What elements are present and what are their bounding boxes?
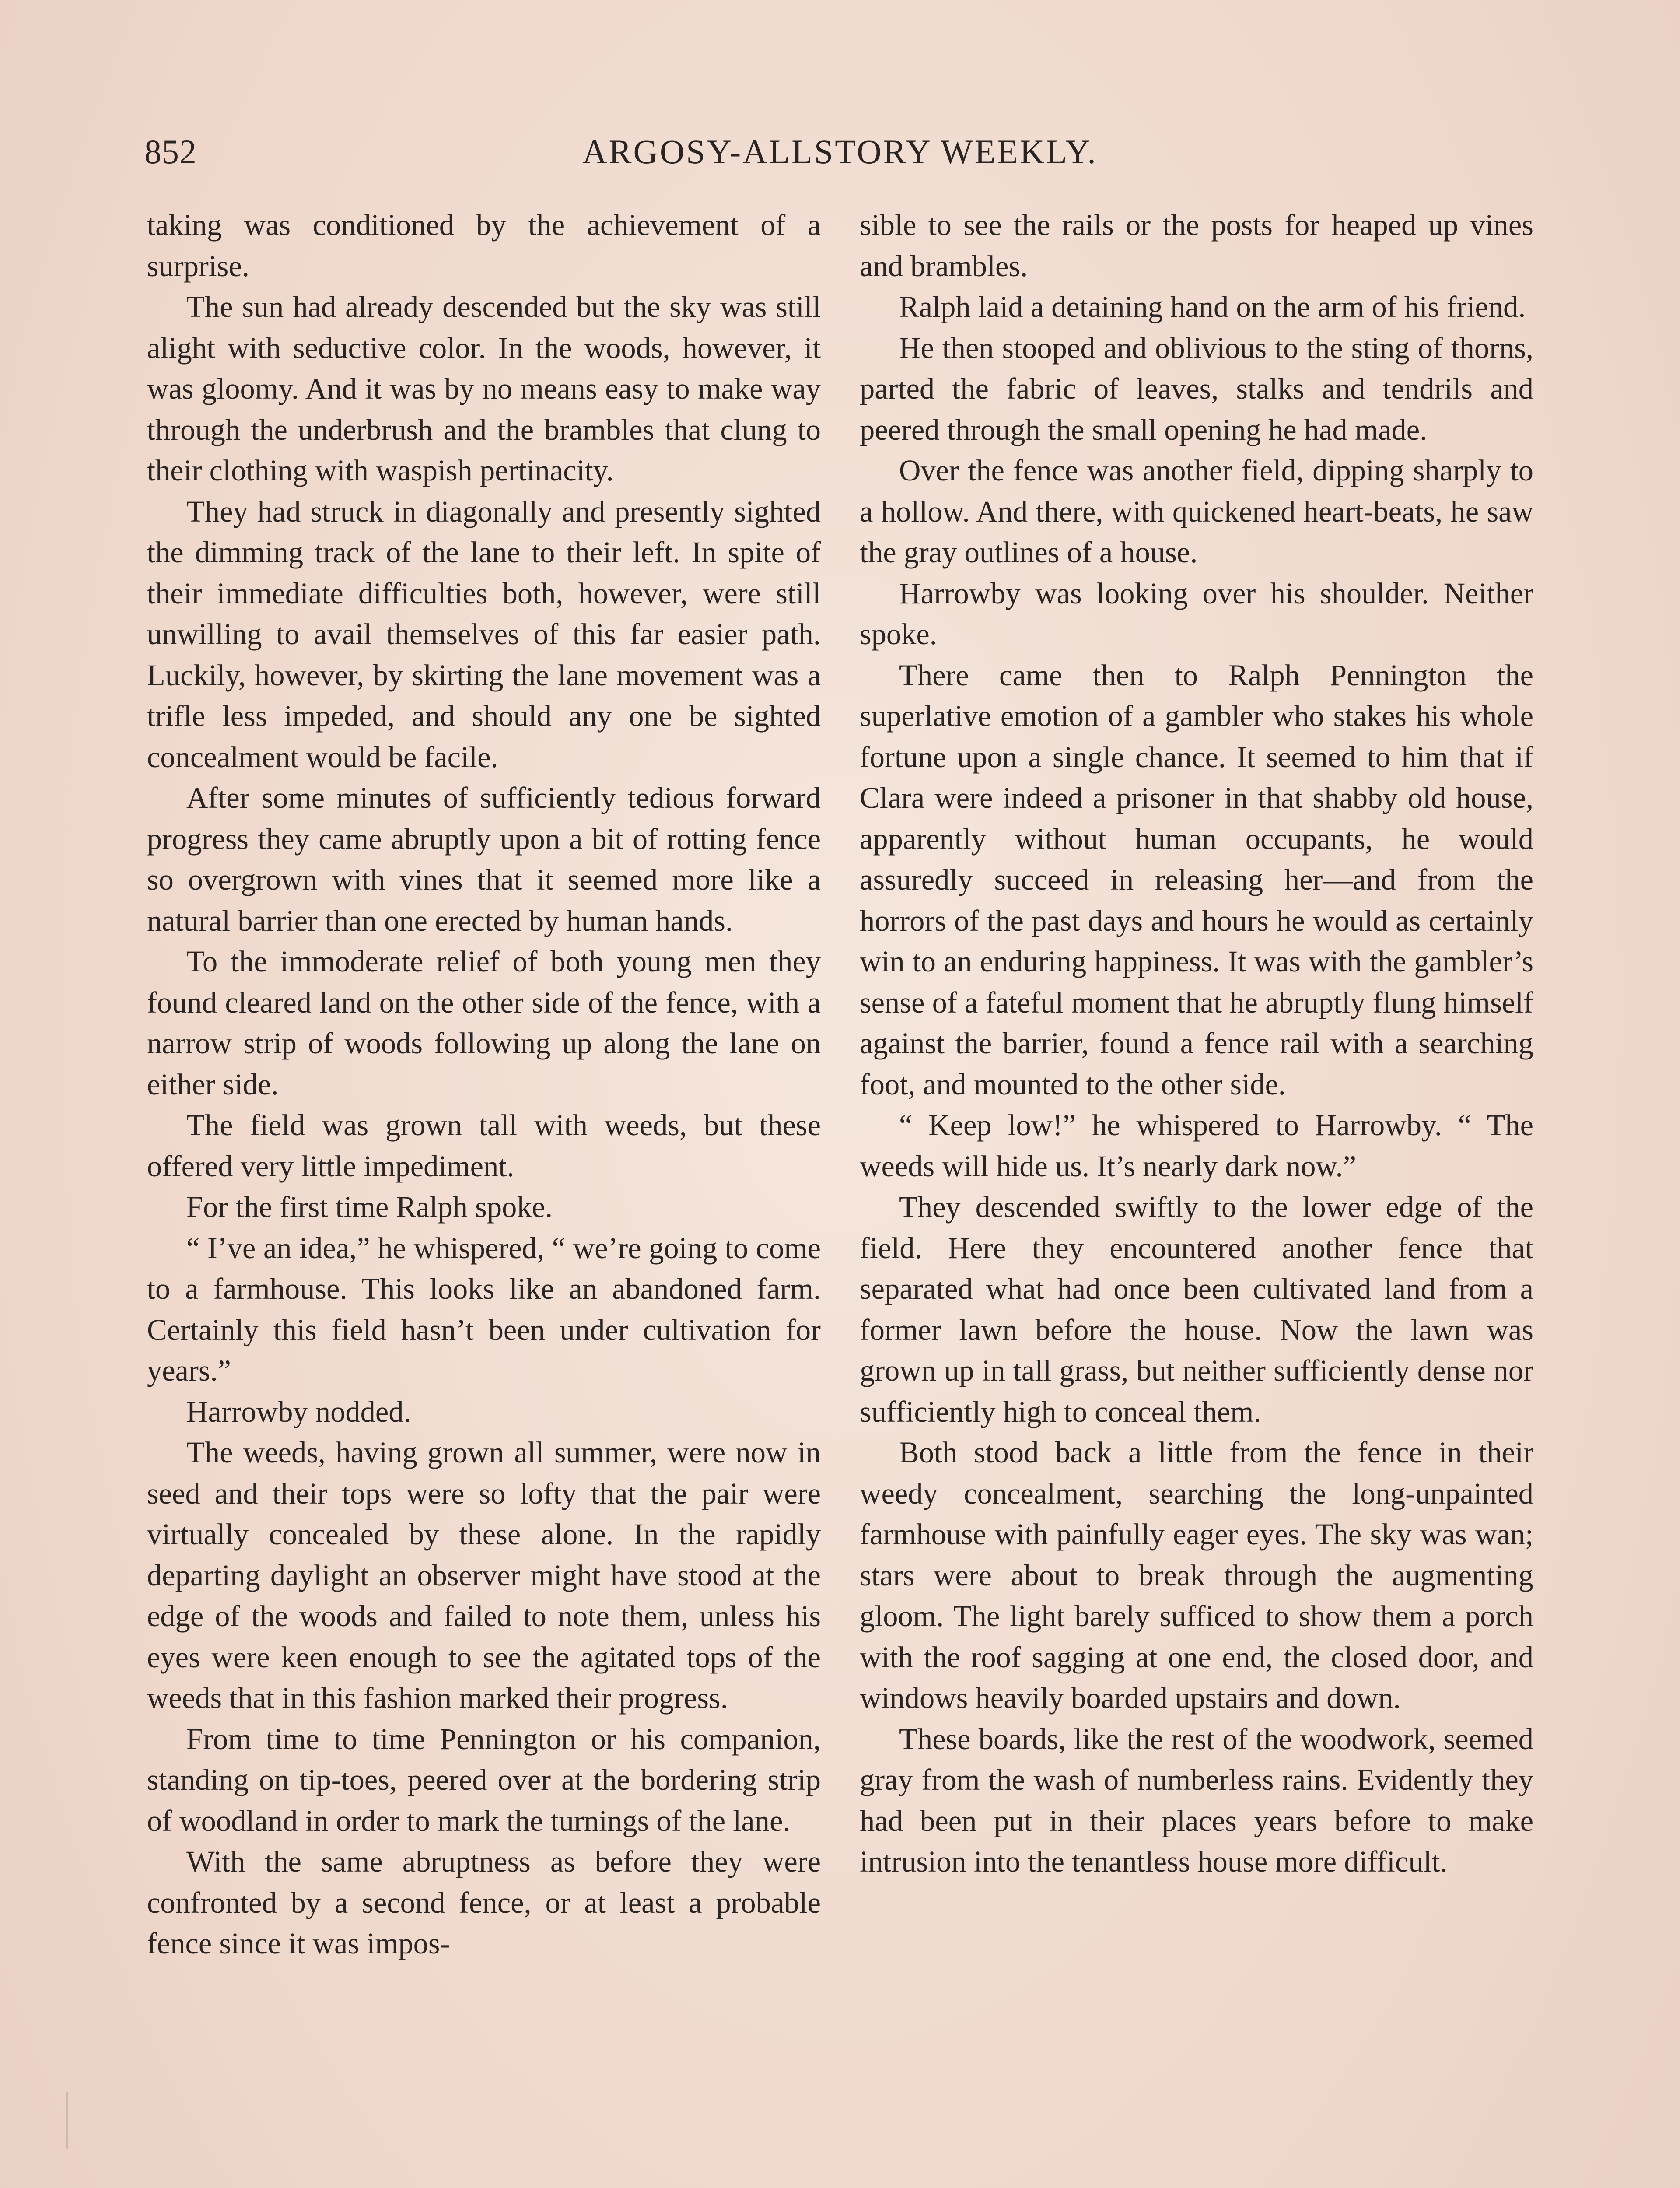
paragraph: Harrowby was looking over his shoulder. Neither spoke. bbox=[860, 576, 1533, 651]
paragraph: For the first time Ralph spoke. bbox=[186, 1190, 553, 1224]
paragraph: They descended swiftly to the lower edge of the field. Here they encountered another fence that separated what had once been cultivated land from a former lawn before the house. Now the lawn was grown up in tall grass, but neither sufficiently dense nor sufficiently high to conceal them. bbox=[860, 1190, 1533, 1428]
page-header bbox=[144, 128, 1536, 176]
paragraph: After some minutes of sufficiently tedious forward progress they came abruptly upon a bit of rotting fence so overgrown with vines that it seemed more like a natural barrier than one erected by human hands. bbox=[147, 781, 821, 937]
paragraph: The sun had already descended but the sky was still alight with seductive color. In the woods, however, it was gloomy. And it was by no means easy to make way through the underbrush and the brambles that clung to their clothing with waspish pertinacity. bbox=[147, 290, 821, 487]
paragraph: Both stood back a little from the fence in their weedy concealment, searching the long-unpainted farmhouse with painfully eager eyes. The sky was wan; stars were about to break through the augmenting gloom. The light barely sufficed to show them a porch with the roof sagging at one end, the closed door, and windows heavily boarded upstairs and down. bbox=[860, 1436, 1533, 1715]
paragraph: With the same abruptness as before they were confronted by a second fence, or at least a probable fence since it was impos- bbox=[147, 1845, 821, 1960]
paragraph: There came then to Ralph Pennington the superlative emotion of a gambler who stakes his whole fortune upon a single chance. It seemed to him that if Clara were indeed a prisoner in that shabby old house, apparently without human occupants, he would assuredly succeed in releasing her—and from the horrors of the past days and hours he would as certainly win to an enduring happiness. It was with the gambler’s sense of a fateful moment that he abruptly flung himself against the barrier, found a fence rail with a searching foot, and mounted to the other side. bbox=[860, 658, 1533, 1101]
paragraph: Ralph laid a detaining hand on the arm of his friend. bbox=[899, 290, 1526, 323]
paragraph: He then stooped and oblivious to the sting of thorns, parted the fabric of leaves, stalks and tendrils and peered through the small opening he had made. bbox=[860, 331, 1533, 446]
paragraph: They had struck in diagonally and presently sighted the dimming track of the lane to their left. In spite of their immediate difficulties both, however, were still unwilling to avail themselves of this far easier path. Luckily, however, by skirting the lane movement was a trifle less impeded, and should any one be sighted concealment would be facile. bbox=[147, 494, 821, 774]
paragraph: sible to see the rails or the posts for heaped up vines and brambles. bbox=[860, 208, 1533, 283]
paragraph: Harrowby nodded. bbox=[186, 1395, 411, 1428]
paragraph: The field was grown tall with weeds, but these offered very little impediment. bbox=[147, 1108, 821, 1183]
page-fold-mark bbox=[66, 2092, 68, 2149]
paragraph: These boards, like the rest of the woodwork, seemed gray from the wash of numberless rains. Evidently they had been put in their places years before to make intrusion into the tenantless house more difficult. bbox=[860, 1722, 1533, 1878]
left-column bbox=[147, 205, 821, 1964]
paragraph: “ Keep low!” he whispered to Harrowby. “ The weeds will hide us. It’s nearly dark now.” bbox=[860, 1108, 1533, 1183]
paragraph: The weeds, having grown all summer, were now in seed and their tops were so lofty that the pair were virtually concealed by these alone. In the rapidly departing daylight an observer might have stood at the edge of the woods and failed to note them, unless his eyes were keen enough to see the agitated tops of the weeds that in this fashion marked their progress. bbox=[147, 1436, 821, 1715]
paragraph: taking was conditioned by the achievement of a surprise. bbox=[147, 208, 821, 283]
paragraph: From time to time Pennington or his companion, standing on tip-toes, peered over at the bordering strip of woodland in order to mark the turnings of the lane. bbox=[147, 1722, 821, 1837]
running-head: ARGOSY-ALLSTORY WEEKLY. bbox=[582, 133, 1098, 171]
paragraph: Over the fence was another field, dipping sharply to a hollow. And there, with quickened heart-beats, he saw the gray outlines of a house. bbox=[860, 454, 1533, 569]
paragraph: “ I’ve an idea,” he whispered, “ we’re going to come to a farmhouse. This looks like an abandoned farm. Certainly this field hasn’t been under cultivation for years.” bbox=[147, 1231, 821, 1387]
right-column bbox=[860, 205, 1533, 1883]
page-number: 852 bbox=[144, 133, 197, 171]
paragraph: To the immoderate relief of both young men they found cleared land on the other side of the fence, with a narrow strip of woods following up along the lane on either side. bbox=[147, 945, 821, 1101]
